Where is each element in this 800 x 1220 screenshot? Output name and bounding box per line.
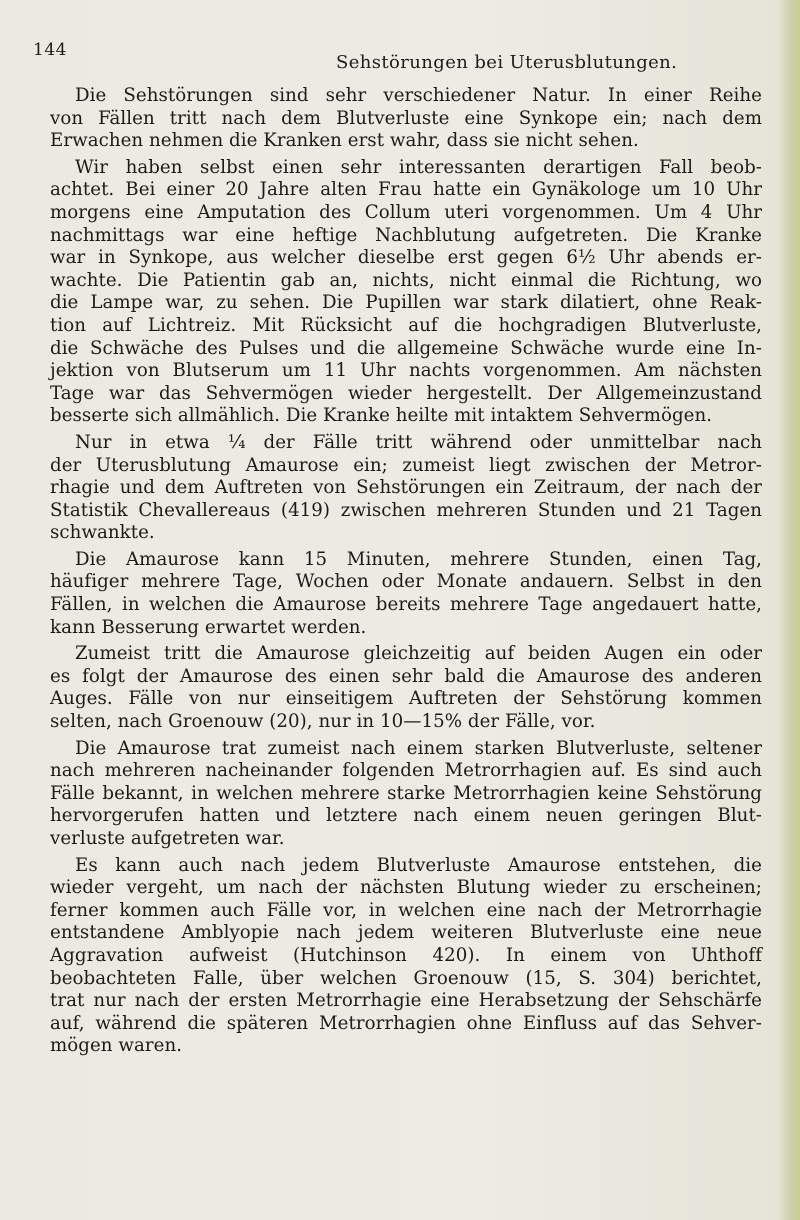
running-title: Sehstörungen bei Uterusblutungen.	[336, 52, 678, 73]
body-text	[50, 85, 762, 1058]
text-line: Erwachen nehmen die Kranken erst wahr, dass sie nicht sehen.	[50, 130, 639, 152]
text-line: Zumeist tritt die Amaurose gleichzeitig auf beiden Augen ein oder	[75, 643, 762, 665]
paragraph	[50, 432, 762, 545]
text-line: ferner kommen auch Fälle vor, in welchen eine nach der Metrorrhagie	[50, 899, 762, 921]
text-line: war in Synkope, aus welcher dieselbe erst gegen 6½ Uhr abends er-	[50, 247, 762, 269]
text-line: Fällen, in welchen die Amaurose bereits mehrere Tage angedauert hatte,	[50, 594, 762, 616]
text-line: mögen waren.	[50, 1035, 183, 1057]
text-line: verluste aufgetreten war.	[50, 828, 285, 849]
text-line: hervorgerufen hatten und letztere nach einem neuen geringen Blut-	[50, 805, 762, 827]
text-line: Es kann auch nach jedem Blutverluste Amaurose entstehen, die	[75, 854, 762, 876]
text-line: häufiger mehrere Tage, Wochen oder Monate andauern. Selbst in den	[50, 571, 762, 593]
text-line: beobachteten Falle, über welchen Groenouw (15, S. 304) berichtet,	[50, 967, 762, 989]
text-line: Die Amaurose trat zumeist nach einem starken Blutverluste, seltener	[75, 737, 762, 759]
paragraph	[50, 85, 762, 153]
text-line: von Fällen tritt nach dem Blutverluste eine Synkope ein; nach dem	[50, 107, 762, 129]
text-line: Wir haben selbst einen sehr interessanten derartigen Fall beob-	[75, 156, 762, 178]
text-line: tion auf Lichtreiz. Mit Rücksicht auf die hochgradigen Blutverluste,	[50, 314, 762, 336]
paragraph	[50, 855, 762, 1058]
text-line: wieder vergeht, um nach der nächsten Blutung wieder zu erscheinen;	[50, 877, 762, 899]
text-line: auf, während die späteren Metrorrhagien ohne Einfluss auf das Sehver-	[50, 1012, 762, 1034]
text-line: Die Sehstörungen sind sehr verschiedener Natur. In einer Reihe	[75, 85, 762, 106]
page-number: 144	[33, 40, 67, 60]
text-line: wachte. Die Patientin gab an, nichts, nicht einmal die Richtung, wo	[50, 269, 762, 291]
paragraph	[50, 643, 762, 733]
text-line: die Lampe war, zu sehen. Die Pupillen war stark dilatiert, ohne Reak-	[50, 292, 762, 314]
text-line: Fälle bekannt, in welchen mehrere starke Metrorrhagien keine Sehstörung	[50, 782, 762, 804]
text-line: kann Besserung erwartet werden.	[50, 616, 367, 638]
text-line: rhagie und dem Auftreten von Sehstörungen ein Zeitraum, der nach der	[50, 477, 762, 499]
text-line: achtet. Bei einer 20 Jahre alten Frau hatte ein Gynäkologe um 10 Uhr	[50, 179, 762, 201]
text-line: der Uterusblutung Amaurose ein; zumeist liegt zwischen der Metror-	[50, 454, 762, 476]
page-edge-shadow	[778, 0, 800, 1220]
paragraph	[50, 549, 762, 639]
text-line: besserte sich allmählich. Die Kranke heilte mit intaktem Sehvermögen.	[50, 405, 713, 427]
text-line: nach mehreren nacheinander folgenden Metrorrhagien auf. Es sind auch	[50, 760, 762, 782]
text-line: Tage war das Sehvermögen wieder hergestellt. Der Allgemeinzustand	[50, 382, 762, 404]
text-line: die Schwäche des Pulses und die allgemeine Schwäche wurde eine In-	[50, 337, 762, 359]
text-line: Die Amaurose kann 15 Minuten, mehrere Stunden, einen Tag,	[75, 548, 762, 570]
text-line: entstandene Amblyopie nach jedem weiteren Blutverluste eine neue	[50, 922, 762, 944]
text-line: Statistik Chevallereaus (419) zwischen mehreren Stunden und 21 Tagen	[50, 499, 762, 521]
text-line: es folgt der Amaurose des einen sehr bald die Amaurose des anderen	[50, 665, 762, 687]
paragraph	[50, 738, 762, 851]
text-line: selten, nach Groenouw (20), nur in 10—15% der Fälle, vor.	[50, 711, 596, 733]
text-line: trat nur nach der ersten Metrorrhagie eine Herabsetzung der Sehschärfe	[50, 990, 762, 1012]
text-line: Auges. Fälle von nur einseitigem Auftreten der Sehstörung kommen	[50, 688, 762, 710]
paragraph	[50, 157, 762, 428]
text-line: morgens eine Amputation des Collum uteri vorgenommen. Um 4 Uhr	[50, 201, 762, 223]
text-line: schwankte.	[50, 522, 155, 544]
text-line: jektion von Blutserum um 11 Uhr nachts vorgenommen. Am nächsten	[50, 360, 762, 382]
text-line: Nur in etwa ¼ der Fälle tritt während oder unmittelbar nach	[75, 431, 762, 453]
text-line: nachmittags war eine heftige Nachblutung aufgetreten. Die Kranke	[50, 224, 762, 246]
text-line: Aggravation aufweist (Hutchinson 420). In einem von Uhthoff	[50, 944, 762, 966]
